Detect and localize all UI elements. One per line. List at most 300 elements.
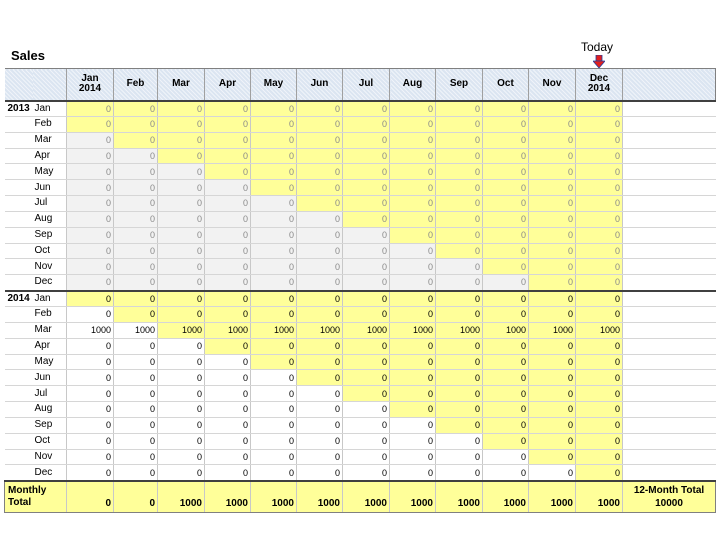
value-cell[interactable]: 0 — [390, 354, 436, 370]
value-cell[interactable]: 0 — [205, 417, 251, 433]
value-cell[interactable]: 0 — [251, 354, 297, 370]
value-cell[interactable]: 0 — [483, 386, 529, 402]
value-cell[interactable]: 0 — [343, 180, 390, 196]
value-cell[interactable]: 0 — [251, 164, 297, 180]
value-cell[interactable]: 0 — [67, 370, 114, 386]
value-cell[interactable]: 0 — [67, 291, 114, 307]
value-cell[interactable]: 0 — [205, 243, 251, 259]
value-cell[interactable]: 0 — [576, 259, 623, 275]
value-cell[interactable]: 0 — [436, 259, 483, 275]
value-cell[interactable]: 0 — [114, 417, 158, 433]
value-cell[interactable]: 0 — [483, 465, 529, 481]
value-cell[interactable]: 0 — [390, 338, 436, 354]
value-cell[interactable]: 0 — [158, 338, 205, 354]
value-cell[interactable]: 0 — [436, 291, 483, 307]
value-cell[interactable]: 1000 — [297, 322, 343, 338]
value-cell[interactable]: 0 — [343, 259, 390, 275]
value-cell[interactable]: 0 — [251, 275, 297, 291]
value-cell[interactable]: 0 — [158, 275, 205, 291]
value-cell[interactable]: 0 — [483, 338, 529, 354]
value-cell[interactable]: 0 — [297, 275, 343, 291]
value-cell[interactable]: 0 — [390, 433, 436, 449]
value-cell[interactable]: 0 — [114, 196, 158, 212]
value-cell[interactable]: 0 — [114, 180, 158, 196]
value-cell[interactable]: 0 — [67, 164, 114, 180]
value-cell[interactable]: 0 — [436, 196, 483, 212]
value-cell[interactable]: 0 — [529, 465, 576, 481]
value-cell[interactable]: 0 — [436, 306, 483, 322]
monthly-total-cell[interactable]: 1000 — [436, 481, 483, 513]
value-cell[interactable]: 0 — [67, 196, 114, 212]
value-cell[interactable]: 0 — [343, 465, 390, 481]
value-cell[interactable]: 0 — [114, 132, 158, 148]
value-cell[interactable]: 0 — [251, 291, 297, 307]
value-cell[interactable]: 0 — [158, 180, 205, 196]
value-cell[interactable]: 0 — [483, 402, 529, 418]
value-cell[interactable]: 1000 — [529, 322, 576, 338]
value-cell[interactable]: 0 — [343, 306, 390, 322]
value-cell[interactable]: 0 — [251, 211, 297, 227]
value-cell[interactable]: 0 — [343, 148, 390, 164]
value-cell[interactable]: 0 — [483, 291, 529, 307]
value-cell[interactable]: 0 — [114, 433, 158, 449]
value-cell[interactable]: 0 — [576, 338, 623, 354]
value-cell[interactable]: 0 — [158, 116, 205, 132]
value-cell[interactable]: 0 — [436, 116, 483, 132]
value-cell[interactable]: 0 — [436, 101, 483, 117]
value-cell[interactable]: 0 — [205, 370, 251, 386]
value-cell[interactable]: 0 — [297, 211, 343, 227]
value-cell[interactable]: 0 — [297, 227, 343, 243]
value-cell[interactable]: 0 — [114, 164, 158, 180]
value-cell[interactable]: 0 — [529, 386, 576, 402]
value-cell[interactable]: 0 — [67, 338, 114, 354]
value-cell[interactable]: 0 — [436, 433, 483, 449]
value-cell[interactable]: 0 — [343, 243, 390, 259]
value-cell[interactable]: 0 — [576, 291, 623, 307]
value-cell[interactable]: 0 — [483, 227, 529, 243]
value-cell[interactable]: 0 — [483, 259, 529, 275]
value-cell[interactable]: 0 — [436, 148, 483, 164]
value-cell[interactable]: 1000 — [205, 322, 251, 338]
value-cell[interactable]: 0 — [251, 402, 297, 418]
value-cell[interactable]: 0 — [390, 164, 436, 180]
value-cell[interactable]: 1000 — [251, 322, 297, 338]
value-cell[interactable]: 0 — [529, 291, 576, 307]
value-cell[interactable]: 0 — [158, 370, 205, 386]
value-cell[interactable]: 0 — [158, 291, 205, 307]
value-cell[interactable]: 0 — [483, 196, 529, 212]
value-cell[interactable]: 1000 — [436, 322, 483, 338]
value-cell[interactable]: 0 — [67, 402, 114, 418]
value-cell[interactable]: 0 — [343, 211, 390, 227]
value-cell[interactable]: 0 — [483, 132, 529, 148]
value-cell[interactable]: 0 — [251, 465, 297, 481]
value-cell[interactable]: 0 — [483, 101, 529, 117]
value-cell[interactable]: 0 — [390, 259, 436, 275]
value-cell[interactable]: 0 — [205, 211, 251, 227]
value-cell[interactable]: 0 — [483, 275, 529, 291]
value-cell[interactable]: 0 — [390, 101, 436, 117]
value-cell[interactable]: 0 — [576, 465, 623, 481]
value-cell[interactable]: 0 — [390, 180, 436, 196]
monthly-total-cell[interactable]: 1000 — [158, 481, 205, 513]
value-cell[interactable]: 0 — [529, 275, 576, 291]
value-cell[interactable]: 0 — [297, 354, 343, 370]
value-cell[interactable]: 0 — [158, 449, 205, 465]
value-cell[interactable]: 0 — [390, 211, 436, 227]
value-cell[interactable]: 0 — [343, 196, 390, 212]
value-cell[interactable]: 0 — [158, 148, 205, 164]
value-cell[interactable]: 0 — [158, 101, 205, 117]
value-cell[interactable]: 0 — [297, 132, 343, 148]
value-cell[interactable]: 1000 — [483, 322, 529, 338]
value-cell[interactable]: 0 — [158, 164, 205, 180]
column-header[interactable] — [251, 69, 297, 101]
value-cell[interactable]: 0 — [205, 465, 251, 481]
value-cell[interactable]: 0 — [436, 275, 483, 291]
value-cell[interactable]: 0 — [251, 386, 297, 402]
value-cell[interactable]: 0 — [251, 132, 297, 148]
monthly-total-cell[interactable]: 1000 — [297, 481, 343, 513]
value-cell[interactable]: 1000 — [390, 322, 436, 338]
value-cell[interactable]: 0 — [297, 465, 343, 481]
value-cell[interactable]: 0 — [114, 370, 158, 386]
monthly-total-cell[interactable]: 1000 — [390, 481, 436, 513]
value-cell[interactable]: 0 — [251, 306, 297, 322]
value-cell[interactable]: 0 — [205, 338, 251, 354]
value-cell[interactable]: 0 — [529, 180, 576, 196]
value-cell[interactable]: 0 — [390, 132, 436, 148]
value-cell[interactable]: 0 — [576, 164, 623, 180]
value-cell[interactable]: 0 — [67, 449, 114, 465]
value-cell[interactable]: 0 — [67, 227, 114, 243]
value-cell[interactable]: 0 — [436, 338, 483, 354]
value-cell[interactable]: 0 — [158, 433, 205, 449]
value-cell[interactable]: 1000 — [158, 322, 205, 338]
value-cell[interactable]: 0 — [343, 338, 390, 354]
value-cell[interactable]: 0 — [436, 243, 483, 259]
value-cell[interactable]: 0 — [205, 164, 251, 180]
value-cell[interactable]: 0 — [114, 227, 158, 243]
value-cell[interactable]: 0 — [158, 402, 205, 418]
value-cell[interactable]: 0 — [297, 243, 343, 259]
value-cell[interactable]: 0 — [343, 116, 390, 132]
value-cell[interactable]: 0 — [576, 196, 623, 212]
monthly-total-cell[interactable]: 1000 — [483, 481, 529, 513]
column-header[interactable] — [436, 69, 483, 101]
value-cell[interactable]: 0 — [297, 449, 343, 465]
value-cell[interactable]: 0 — [576, 243, 623, 259]
value-cell[interactable]: 0 — [251, 180, 297, 196]
value-cell[interactable]: 0 — [390, 227, 436, 243]
value-cell[interactable]: 0 — [205, 259, 251, 275]
value-cell[interactable]: 1000 — [343, 322, 390, 338]
value-cell[interactable]: 0 — [529, 449, 576, 465]
value-cell[interactable]: 0 — [576, 132, 623, 148]
value-cell[interactable]: 0 — [576, 227, 623, 243]
value-cell[interactable]: 0 — [390, 148, 436, 164]
value-cell[interactable]: 0 — [297, 306, 343, 322]
value-cell[interactable]: 0 — [483, 433, 529, 449]
column-header[interactable] — [343, 69, 390, 101]
value-cell[interactable]: 0 — [529, 306, 576, 322]
value-cell[interactable]: 0 — [114, 449, 158, 465]
value-cell[interactable]: 0 — [529, 211, 576, 227]
value-cell[interactable]: 0 — [158, 417, 205, 433]
value-cell[interactable]: 0 — [576, 148, 623, 164]
value-cell[interactable]: 0 — [529, 402, 576, 418]
value-cell[interactable]: 0 — [67, 417, 114, 433]
value-cell[interactable]: 0 — [205, 291, 251, 307]
value-cell[interactable]: 0 — [114, 338, 158, 354]
value-cell[interactable]: 0 — [297, 402, 343, 418]
value-cell[interactable]: 0 — [205, 132, 251, 148]
value-cell[interactable]: 0 — [390, 116, 436, 132]
value-cell[interactable]: 0 — [114, 101, 158, 117]
value-cell[interactable]: 0 — [205, 180, 251, 196]
value-cell[interactable]: 0 — [114, 211, 158, 227]
value-cell[interactable]: 0 — [576, 211, 623, 227]
value-cell[interactable]: 0 — [343, 433, 390, 449]
value-cell[interactable]: 0 — [529, 164, 576, 180]
value-cell[interactable]: 0 — [436, 465, 483, 481]
value-cell[interactable]: 0 — [205, 449, 251, 465]
value-cell[interactable]: 0 — [436, 180, 483, 196]
value-cell[interactable]: 0 — [67, 180, 114, 196]
value-cell[interactable]: 0 — [529, 370, 576, 386]
value-cell[interactable]: 0 — [158, 259, 205, 275]
value-cell[interactable]: 0 — [483, 243, 529, 259]
value-cell[interactable]: 0 — [390, 465, 436, 481]
value-cell[interactable]: 0 — [529, 338, 576, 354]
value-cell[interactable]: 0 — [436, 164, 483, 180]
value-cell[interactable]: 0 — [297, 433, 343, 449]
value-cell[interactable]: 0 — [114, 259, 158, 275]
value-cell[interactable]: 0 — [436, 227, 483, 243]
value-cell[interactable]: 0 — [343, 291, 390, 307]
value-cell[interactable]: 0 — [205, 306, 251, 322]
value-cell[interactable]: 0 — [205, 196, 251, 212]
value-cell[interactable]: 0 — [158, 196, 205, 212]
value-cell[interactable]: 0 — [576, 402, 623, 418]
value-cell[interactable]: 0 — [297, 386, 343, 402]
value-cell[interactable]: 0 — [436, 417, 483, 433]
value-cell[interactable]: 0 — [158, 386, 205, 402]
value-cell[interactable]: 0 — [67, 243, 114, 259]
column-header[interactable] — [576, 69, 623, 101]
value-cell[interactable]: 0 — [297, 180, 343, 196]
value-cell[interactable]: 0 — [483, 164, 529, 180]
value-cell[interactable]: 0 — [205, 275, 251, 291]
value-cell[interactable]: 0 — [343, 164, 390, 180]
value-cell[interactable]: 0 — [114, 402, 158, 418]
value-cell[interactable]: 0 — [390, 417, 436, 433]
column-header[interactable] — [205, 69, 251, 101]
value-cell[interactable]: 0 — [390, 243, 436, 259]
value-cell[interactable]: 0 — [67, 116, 114, 132]
value-cell[interactable]: 0 — [483, 180, 529, 196]
value-cell[interactable]: 0 — [297, 338, 343, 354]
value-cell[interactable]: 0 — [576, 386, 623, 402]
value-cell[interactable]: 0 — [251, 227, 297, 243]
value-cell[interactable]: 0 — [483, 211, 529, 227]
value-cell[interactable]: 0 — [114, 354, 158, 370]
value-cell[interactable]: 0 — [529, 259, 576, 275]
value-cell[interactable]: 0 — [576, 306, 623, 322]
value-cell[interactable]: 0 — [67, 465, 114, 481]
value-cell[interactable]: 0 — [343, 354, 390, 370]
value-cell[interactable]: 0 — [483, 306, 529, 322]
value-cell[interactable]: 0 — [114, 275, 158, 291]
value-cell[interactable]: 0 — [390, 449, 436, 465]
column-header[interactable] — [483, 69, 529, 101]
value-cell[interactable]: 0 — [297, 370, 343, 386]
value-cell[interactable]: 0 — [67, 275, 114, 291]
value-cell[interactable]: 0 — [436, 370, 483, 386]
value-cell[interactable]: 0 — [390, 196, 436, 212]
value-cell[interactable]: 0 — [576, 275, 623, 291]
value-cell[interactable]: 0 — [576, 116, 623, 132]
value-cell[interactable]: 0 — [483, 449, 529, 465]
value-cell[interactable]: 0 — [251, 259, 297, 275]
value-cell[interactable]: 0 — [297, 116, 343, 132]
value-cell[interactable]: 0 — [158, 243, 205, 259]
value-cell[interactable]: 0 — [390, 370, 436, 386]
value-cell[interactable]: 0 — [436, 402, 483, 418]
value-cell[interactable]: 0 — [576, 449, 623, 465]
value-cell[interactable]: 0 — [67, 148, 114, 164]
column-header[interactable] — [158, 69, 205, 101]
value-cell[interactable]: 1000 — [576, 322, 623, 338]
value-cell[interactable]: 0 — [158, 306, 205, 322]
column-header[interactable] — [114, 69, 158, 101]
value-cell[interactable]: 0 — [251, 433, 297, 449]
value-cell[interactable]: 0 — [114, 291, 158, 307]
value-cell[interactable]: 0 — [205, 402, 251, 418]
monthly-total-cell[interactable]: 1000 — [343, 481, 390, 513]
value-cell[interactable]: 0 — [205, 227, 251, 243]
value-cell[interactable]: 0 — [297, 148, 343, 164]
value-cell[interactable]: 0 — [576, 101, 623, 117]
value-cell[interactable]: 0 — [390, 291, 436, 307]
monthly-total-cell[interactable]: 1000 — [251, 481, 297, 513]
value-cell[interactable]: 0 — [67, 259, 114, 275]
value-cell[interactable]: 0 — [67, 132, 114, 148]
value-cell[interactable]: 0 — [483, 116, 529, 132]
value-cell[interactable]: 0 — [483, 354, 529, 370]
value-cell[interactable]: 0 — [436, 132, 483, 148]
value-cell[interactable]: 0 — [251, 148, 297, 164]
value-cell[interactable]: 0 — [529, 243, 576, 259]
monthly-total-cell[interactable]: 1000 — [529, 481, 576, 513]
value-cell[interactable]: 0 — [158, 465, 205, 481]
value-cell[interactable]: 0 — [205, 148, 251, 164]
value-cell[interactable]: 0 — [436, 386, 483, 402]
value-cell[interactable]: 0 — [297, 417, 343, 433]
value-cell[interactable]: 0 — [114, 243, 158, 259]
value-cell[interactable]: 0 — [297, 101, 343, 117]
value-cell[interactable]: 0 — [297, 259, 343, 275]
column-header[interactable] — [529, 69, 576, 101]
monthly-total-cell[interactable]: 1000 — [576, 481, 623, 513]
value-cell[interactable]: 0 — [343, 449, 390, 465]
value-cell[interactable]: 0 — [67, 386, 114, 402]
value-cell[interactable]: 0 — [205, 354, 251, 370]
value-cell[interactable]: 0 — [343, 132, 390, 148]
value-cell[interactable]: 0 — [158, 227, 205, 243]
value-cell[interactable]: 0 — [343, 417, 390, 433]
value-cell[interactable]: 0 — [251, 449, 297, 465]
value-cell[interactable]: 0 — [390, 386, 436, 402]
value-cell[interactable]: 0 — [529, 132, 576, 148]
value-cell[interactable]: 0 — [576, 433, 623, 449]
value-cell[interactable]: 0 — [67, 354, 114, 370]
value-cell[interactable]: 0 — [483, 370, 529, 386]
value-cell[interactable]: 0 — [251, 338, 297, 354]
value-cell[interactable]: 0 — [529, 227, 576, 243]
column-header[interactable] — [390, 69, 436, 101]
value-cell[interactable]: 0 — [251, 196, 297, 212]
monthly-total-cell[interactable]: 0 — [67, 481, 114, 513]
value-cell[interactable]: 0 — [297, 196, 343, 212]
value-cell[interactable]: 0 — [67, 101, 114, 117]
value-cell[interactable]: 0 — [114, 386, 158, 402]
value-cell[interactable]: 0 — [251, 243, 297, 259]
value-cell[interactable]: 0 — [529, 354, 576, 370]
value-cell[interactable]: 0 — [529, 116, 576, 132]
column-header[interactable] — [297, 69, 343, 101]
value-cell[interactable]: 0 — [251, 417, 297, 433]
value-cell[interactable]: 1000 — [114, 322, 158, 338]
value-cell[interactable]: 0 — [205, 101, 251, 117]
value-cell[interactable]: 0 — [529, 433, 576, 449]
value-cell[interactable]: 0 — [576, 354, 623, 370]
value-cell[interactable]: 0 — [436, 211, 483, 227]
value-cell[interactable]: 0 — [205, 116, 251, 132]
value-cell[interactable]: 0 — [436, 449, 483, 465]
value-cell[interactable]: 0 — [529, 417, 576, 433]
value-cell[interactable]: 0 — [343, 402, 390, 418]
monthly-total-cell[interactable]: 0 — [114, 481, 158, 513]
value-cell[interactable]: 0 — [343, 370, 390, 386]
value-cell[interactable]: 0 — [67, 211, 114, 227]
value-cell[interactable]: 0 — [576, 370, 623, 386]
value-cell[interactable]: 0 — [529, 196, 576, 212]
value-cell[interactable]: 0 — [343, 101, 390, 117]
value-cell[interactable]: 0 — [297, 291, 343, 307]
value-cell[interactable]: 0 — [436, 354, 483, 370]
value-cell[interactable]: 0 — [576, 417, 623, 433]
value-cell[interactable]: 0 — [343, 227, 390, 243]
value-cell[interactable]: 1000 — [67, 322, 114, 338]
value-cell[interactable]: 0 — [529, 101, 576, 117]
value-cell[interactable]: 0 — [529, 148, 576, 164]
monthly-total-cell[interactable]: 1000 — [205, 481, 251, 513]
value-cell[interactable]: 0 — [158, 354, 205, 370]
value-cell[interactable]: 0 — [576, 180, 623, 196]
value-cell[interactable]: 0 — [390, 402, 436, 418]
value-cell[interactable]: 0 — [205, 386, 251, 402]
value-cell[interactable]: 0 — [114, 116, 158, 132]
value-cell[interactable]: 0 — [251, 101, 297, 117]
value-cell[interactable]: 0 — [67, 306, 114, 322]
column-header[interactable] — [67, 69, 114, 101]
value-cell[interactable]: 0 — [251, 116, 297, 132]
value-cell[interactable]: 0 — [114, 306, 158, 322]
value-cell[interactable]: 0 — [390, 275, 436, 291]
value-cell[interactable]: 0 — [251, 370, 297, 386]
